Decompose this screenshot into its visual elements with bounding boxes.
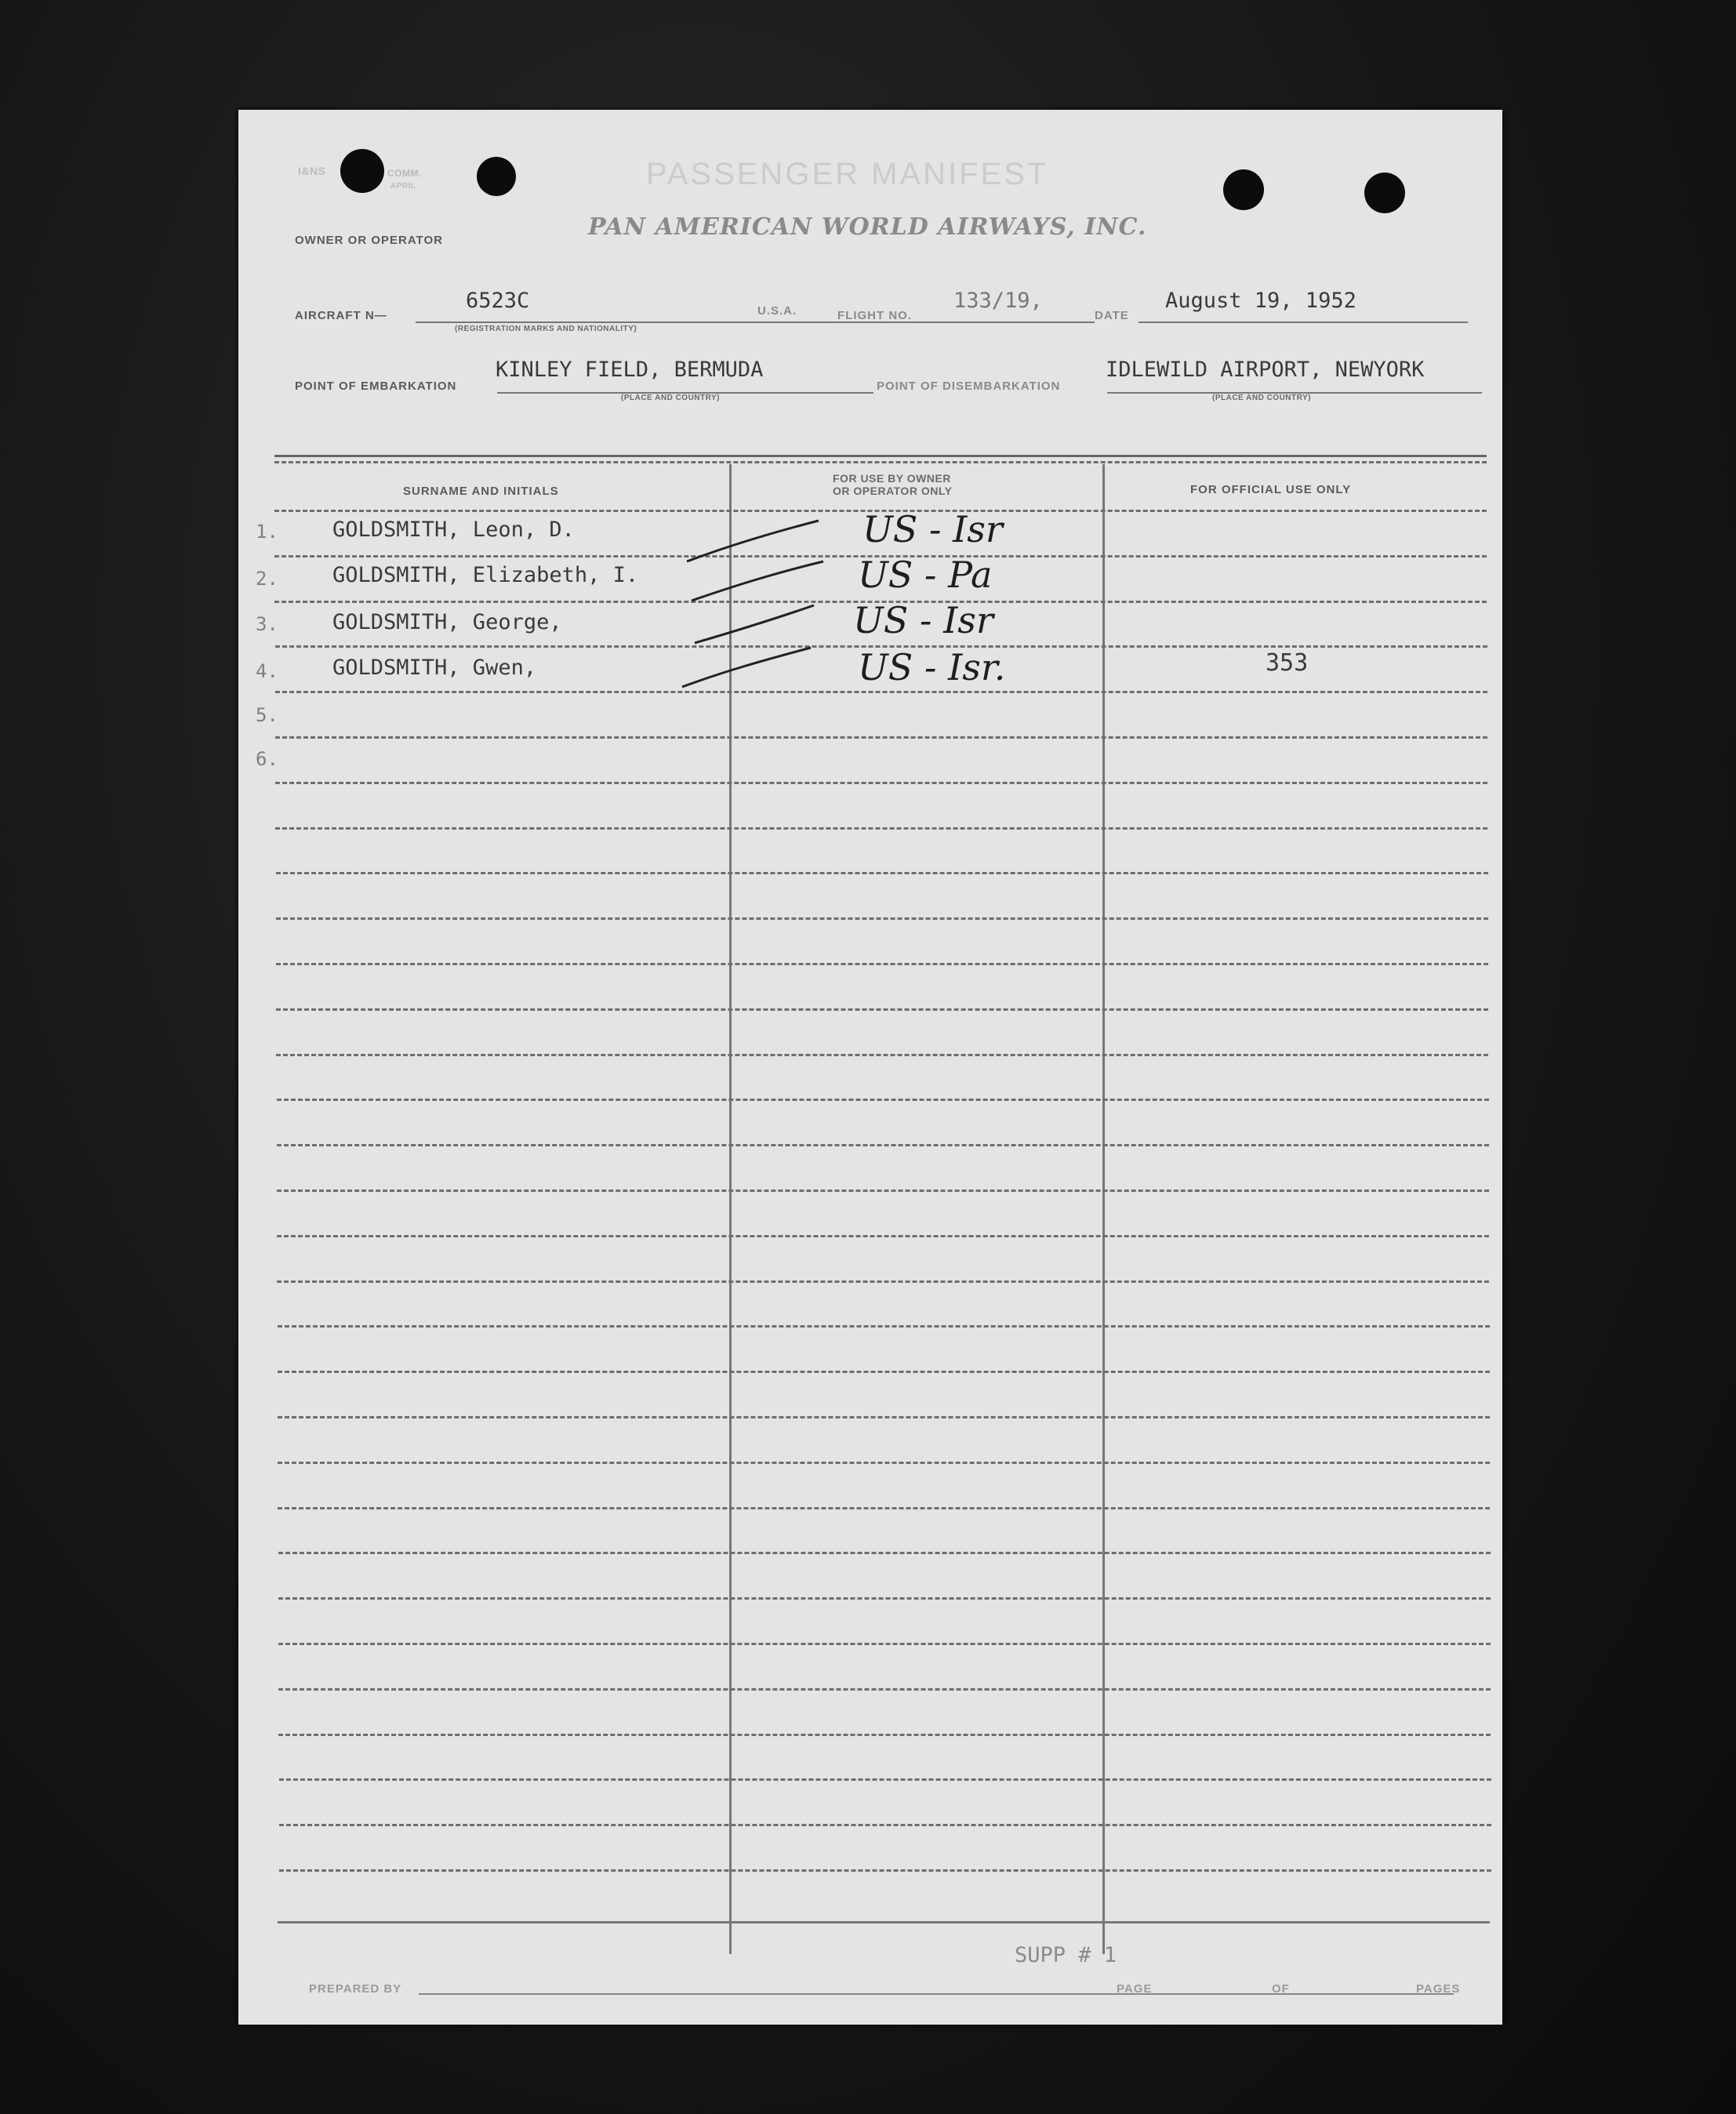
ruled-line — [278, 1416, 1490, 1418]
of-label: OF — [1272, 1982, 1290, 1996]
table-top-border — [274, 455, 1487, 457]
supplement-label: SUPP # 1 — [1015, 1943, 1117, 1967]
ruled-line — [279, 1778, 1491, 1781]
form-code-2: COMM. — [387, 168, 422, 179]
official-use-header: FOR OFFICIAL USE ONLY — [1190, 483, 1352, 496]
embarkation-label: POINT OF EMBARKATION — [295, 380, 457, 393]
punch-hole-1-icon — [340, 149, 384, 193]
ruled-line — [278, 1688, 1491, 1691]
ruled-line — [276, 1054, 1488, 1056]
ruled-line — [277, 1280, 1489, 1283]
nationality-handwritten: US - Isr — [853, 599, 993, 641]
owner-use-header-2: OR OPERATOR ONLY — [833, 485, 953, 497]
row-number: 1. — [256, 521, 278, 543]
ruled-line — [278, 1552, 1491, 1554]
form-title: PASSENGER MANIFEST — [646, 157, 1049, 191]
ruled-line — [276, 1008, 1488, 1011]
aircraft-number: 6523C — [466, 289, 530, 313]
flight-label: FLIGHT NO. — [837, 309, 912, 322]
table-bottom-border — [278, 1921, 1490, 1923]
punch-hole-2-icon — [477, 157, 516, 196]
page-label: PAGE — [1117, 1982, 1153, 1996]
pen-stroke-2 — [692, 561, 823, 601]
ruled-line — [276, 872, 1488, 874]
flight-line — [930, 321, 1095, 323]
manifest-page — [238, 110, 1502, 2025]
ruled-line — [278, 1462, 1490, 1464]
date-line — [1139, 321, 1468, 323]
ruled-line — [277, 1190, 1489, 1192]
row-number: 4. — [256, 660, 278, 682]
ruled-line — [278, 1597, 1491, 1600]
aircraft-label: AIRCRAFT N— — [295, 309, 387, 322]
ruled-line — [279, 1869, 1491, 1872]
embarkation-caption: (PLACE AND COUNTRY) — [621, 394, 720, 402]
row-number: 6. — [256, 748, 278, 770]
row-number: 2. — [256, 568, 278, 590]
embarkation-value: KINLEY FIELD, BERMUDA — [496, 358, 764, 382]
ruled-line — [276, 963, 1488, 965]
passenger-name: GOLDSMITH, Gwen, — [332, 656, 537, 680]
ruled-line — [278, 1734, 1491, 1736]
pen-strokes — [677, 486, 1085, 815]
ruled-line — [277, 1144, 1489, 1146]
column-divider-2 — [1102, 464, 1105, 1954]
form-code-1: I&NS — [298, 165, 326, 177]
ruled-line — [279, 1824, 1491, 1826]
ruled-line — [275, 827, 1487, 830]
disembarkation-caption: (PLACE AND COUNTRY) — [1212, 394, 1311, 402]
date-label: DATE — [1095, 309, 1129, 322]
ruled-line — [278, 1325, 1490, 1328]
aircraft-caption: (REGISTRATION MARKS AND NATIONALITY) — [455, 325, 637, 333]
ruled-line — [277, 1235, 1489, 1237]
owner-use-header-1: FOR USE BY OWNER — [833, 472, 951, 485]
ruled-line — [278, 1507, 1490, 1509]
date-value: August 19, 1952 — [1165, 289, 1356, 313]
official-code: 353 — [1266, 649, 1309, 677]
row-number: 5. — [256, 704, 278, 726]
passenger-name: GOLDSMITH, Leon, D. — [332, 518, 575, 542]
nationality-handwritten: US - Isr — [863, 508, 1003, 550]
owner-label: OWNER OR OPERATOR — [295, 234, 443, 247]
ruled-line — [278, 1643, 1491, 1645]
flight-number: 133/19, — [953, 289, 1043, 313]
table-top-border-2 — [274, 461, 1487, 463]
footer-line — [419, 1993, 1454, 1995]
pen-stroke-3 — [695, 605, 814, 643]
pen-stroke-4 — [682, 648, 811, 687]
disembarkation-value: IDLEWILD AIRPORT, NEWYORK — [1106, 358, 1425, 382]
ruled-line — [278, 1371, 1490, 1373]
nationality-handwritten: US - Pa — [858, 554, 993, 596]
nationality-handwritten: US - Isr. — [858, 646, 1006, 688]
prepared-by-label: PREPARED BY — [309, 1982, 402, 1996]
ruled-line — [276, 917, 1488, 920]
pages-label: PAGES — [1416, 1982, 1461, 1996]
airline-name: PAN AMERICAN WORLD AIRWAYS, INC. — [588, 213, 1147, 241]
form-code-3: APRIL — [390, 182, 416, 191]
passenger-name: GOLDSMITH, George, — [332, 610, 562, 634]
punch-hole-4-icon — [1364, 173, 1405, 213]
row-number: 3. — [256, 613, 278, 635]
surname-column-header: SURNAME AND INITIALS — [403, 485, 559, 498]
ruled-line — [277, 1099, 1489, 1101]
country-label: U.S.A. — [757, 304, 797, 318]
passenger-name: GOLDSMITH, Elizabeth, I. — [332, 563, 639, 587]
pen-stroke-1 — [687, 521, 819, 561]
punch-hole-3-icon — [1223, 169, 1264, 210]
disembarkation-label: POINT OF DISEMBARKATION — [877, 380, 1061, 393]
